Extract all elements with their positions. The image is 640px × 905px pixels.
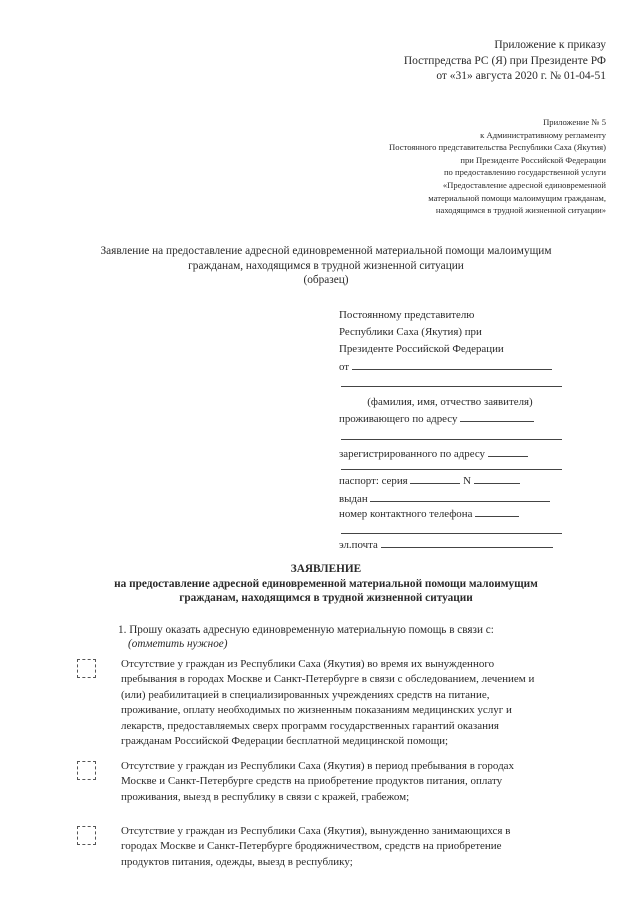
option-line: Отсутствие у граждан из Республики Саха (Якутия) в период пребывания в городах <box>121 760 515 772</box>
heading-note: (образец) <box>303 274 349 287</box>
order-header-line: Приложение к приказу <box>494 39 606 51</box>
phone-field-line[interactable] <box>341 533 562 534</box>
appendix-line: находящимся в трудной жизненной ситуации» <box>435 205 606 216</box>
residing-field[interactable] <box>460 409 534 422</box>
appendix-line: «Предоставление адресной единовременной <box>442 179 606 190</box>
order-header-line: Постпредства РС (Я) при Президенте РФ <box>403 54 606 67</box>
appendix-line: Постоянного представительства Республики Саха (Якутия) <box>389 142 606 153</box>
addressee-line: Президенте Российской Федерации <box>339 343 504 355</box>
item-1-text: 1. Прошу оказать адресную единовременную материальную помощь в связи с: <box>118 624 494 636</box>
residing-row <box>339 409 534 429</box>
order-header <box>186 38 606 85</box>
option-3-checkbox[interactable] <box>77 826 96 845</box>
registered-label: зарегистрированного по адресу <box>339 448 485 460</box>
passport-label: паспорт: серия <box>339 475 408 487</box>
option-line: пребывания в городах Москве и Санкт-Петербурге в связи с обследованием, лечением и <box>121 673 535 686</box>
option-line: проживания, выезд в республику в связи с кражей, грабежом; <box>121 790 410 803</box>
appendix-line: к Административному регламенту <box>480 129 606 140</box>
passport-series-field[interactable] <box>410 471 460 484</box>
issued-field[interactable] <box>370 489 550 502</box>
option-line: лекарств, предоставляемых сверх программ государственных гарантий оказания <box>121 719 499 732</box>
from-field[interactable] <box>352 357 552 370</box>
application-title-line: на предоставление адресной единовременной материальной помощи малоимущим <box>114 577 538 590</box>
item-1-note: (отметить нужное) <box>128 637 228 650</box>
item-1 <box>118 624 598 652</box>
appendix-line: при Президенте Российской Федерации <box>460 154 606 165</box>
option-1-checkbox[interactable] <box>77 659 96 678</box>
option-2-checkbox[interactable] <box>77 761 96 780</box>
option-1-text <box>121 657 599 749</box>
option-line: продуктов питания, одежды, выезд в республику; <box>121 855 353 868</box>
option-line: Отсутствие у граждан из Республики Саха (Якутия), вынужденно занимающихся в <box>121 825 511 837</box>
email-field[interactable] <box>381 535 553 548</box>
residing-field-line[interactable] <box>341 439 562 440</box>
email-row <box>339 535 553 555</box>
email-label: эл.почта <box>339 539 378 551</box>
option-line: Отсутствие у граждан из Республики Саха (Якутия) во время их вынужденного <box>121 658 495 670</box>
issued-label: выдан <box>339 493 368 505</box>
option-line: (или) реабилитацией в специализированных учреждениях средств на питание, <box>121 688 490 701</box>
appendix-header <box>186 116 606 217</box>
heading-line: Заявление на предоставление адресной единовременной материальной помощи малоимущим <box>100 245 552 257</box>
from-row <box>339 357 552 377</box>
appendix-line: Приложение № 5 <box>543 117 606 127</box>
option-line: проживание, оплату необходимых по жизненным показаниям медицинских услуг и <box>121 704 512 717</box>
option-3-text <box>121 824 599 870</box>
phone-label: номер контактного телефона <box>339 508 473 520</box>
addressee-line: Постоянному представителю <box>339 309 475 321</box>
option-line: Москве и Санкт-Петербурге средств на приобретение продуктов питания, оплату <box>121 775 503 788</box>
application-title-line: гражданам, находящимся в трудной жизненной ситуации <box>179 592 473 605</box>
registered-field[interactable] <box>488 444 528 457</box>
heading-line: гражданам, находящимся в трудной жизненной ситуации <box>188 259 464 272</box>
application-title <box>40 562 612 606</box>
passport-number-label: N <box>463 475 472 487</box>
passport-row <box>339 471 520 491</box>
appendix-line: по предоставлению государственной услуги <box>443 167 606 178</box>
form-heading <box>40 244 612 288</box>
registered-field-line[interactable] <box>341 469 562 470</box>
passport-number-field[interactable] <box>474 471 520 484</box>
order-header-line: от «31» августа 2020 г. № 01-04-51 <box>436 70 606 82</box>
phone-row <box>339 504 519 524</box>
application-title-word: ЗАЯВЛЕНИЕ <box>290 563 362 575</box>
phone-field[interactable] <box>475 504 519 517</box>
option-2-text <box>121 759 599 805</box>
option-line: городах Москве и Санкт-Петербурге бродяжничеством, средств на приобретение <box>121 840 502 853</box>
name-caption: (фамилия, имя, отчество заявителя) <box>367 396 533 408</box>
appendix-line: материальной помощи малоимущим гражданам, <box>428 192 606 203</box>
option-line: гражданам Российской Федерации бесплатной медицинской помощи; <box>121 735 449 748</box>
name-field-line[interactable] <box>341 386 562 387</box>
addressee-line: Республики Саха (Якутия) при <box>339 326 482 338</box>
from-label: от <box>339 361 350 373</box>
registered-row <box>339 444 528 464</box>
residing-label: проживающего по адресу <box>339 413 458 425</box>
